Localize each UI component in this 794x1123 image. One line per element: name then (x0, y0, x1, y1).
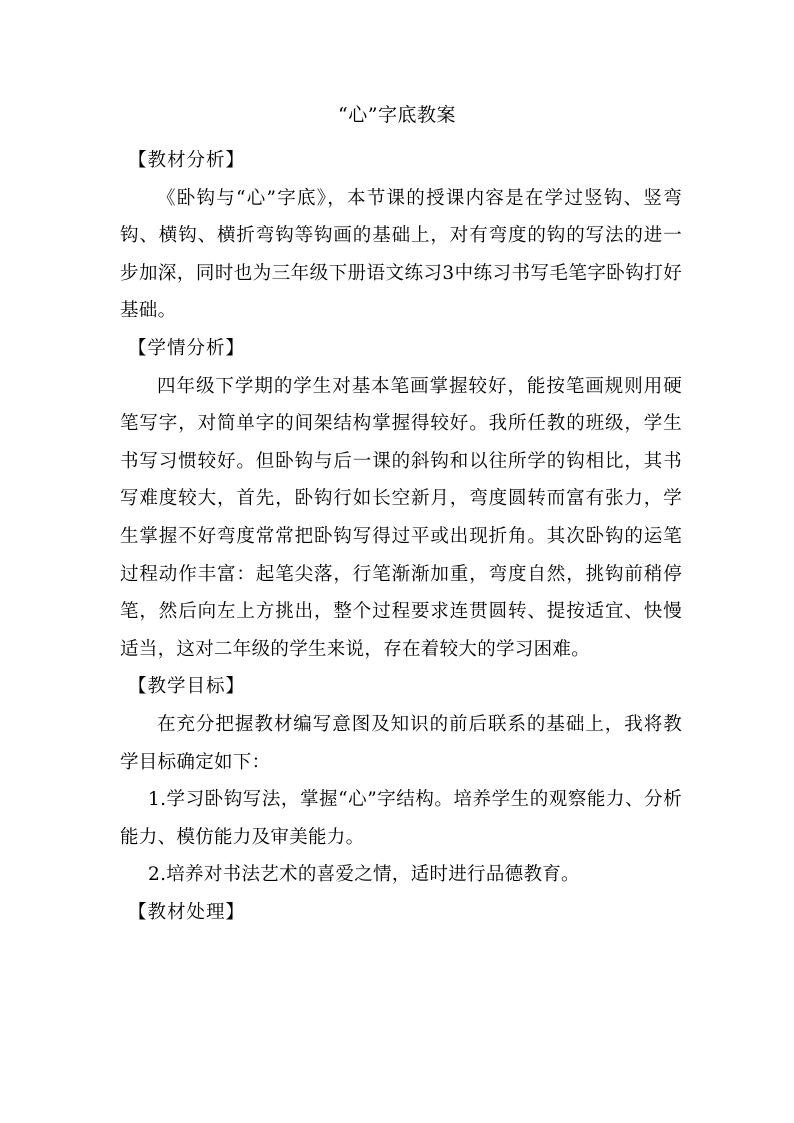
textbook-analysis-paragraph: 《卧钩与“心”字底》，本节课的授课内容是在学过竖钩、竖弯钩、横钩、横折弯钩等钩画的基础上，对有弯度的钩的写法的进一步加深，同时也为三年级下册语文练习3中练习书写毛笔字卧钩打好基础。 (120, 187, 682, 322)
student-analysis-paragraph: 四年级下学期的学生对基本笔画掌握较好，能按笔画规则用硬笔写字，对简单字的间架结构掌握得较好。我所任教的班级，学生书写习惯较好。但卧钩与后一课的斜钩和以往所学的钩相比，其书写难度较大，首先，卧钩行如长空新月，弯度圆转而富有张力，学生掌握不好弯度常常把卧钩写得过平或出现折角。其次卧钩的运笔过程动作丰富：起笔尖落，行笔渐渐加重，弯度自然，挑钩前稍停笔，然后向左上方挑出，整个过程要求连贯圆转、提按适宜、快慢适当，这对二年级的学生来说，存在着较大的学习困难。 (120, 375, 682, 660)
section-heading-student-analysis: 【学情分析】 (128, 337, 246, 359)
section-heading-textbook-handling: 【教材处理】 (128, 901, 246, 923)
teaching-goals-intro: 在充分把握教材编写意图及知识的前后联系的基础上，我将教学目标确定如下： (120, 713, 682, 773)
teaching-goal-item-2: 2.培养对书法艺术的喜爱之情，适时进行品德教育。 (148, 864, 580, 886)
teaching-goal-item-1: 1.学习卧钩写法，掌握“心”字结构。培养学生的观察能力、分析能力、模仿能力及审美能力。 (120, 789, 682, 848)
document-title: “心”字底教案 (338, 104, 456, 126)
section-heading-textbook-analysis: 【教材分析】 (128, 150, 246, 171)
section-heading-teaching-goals: 【教学目标】 (128, 676, 246, 698)
document-body (120, 142, 682, 931)
